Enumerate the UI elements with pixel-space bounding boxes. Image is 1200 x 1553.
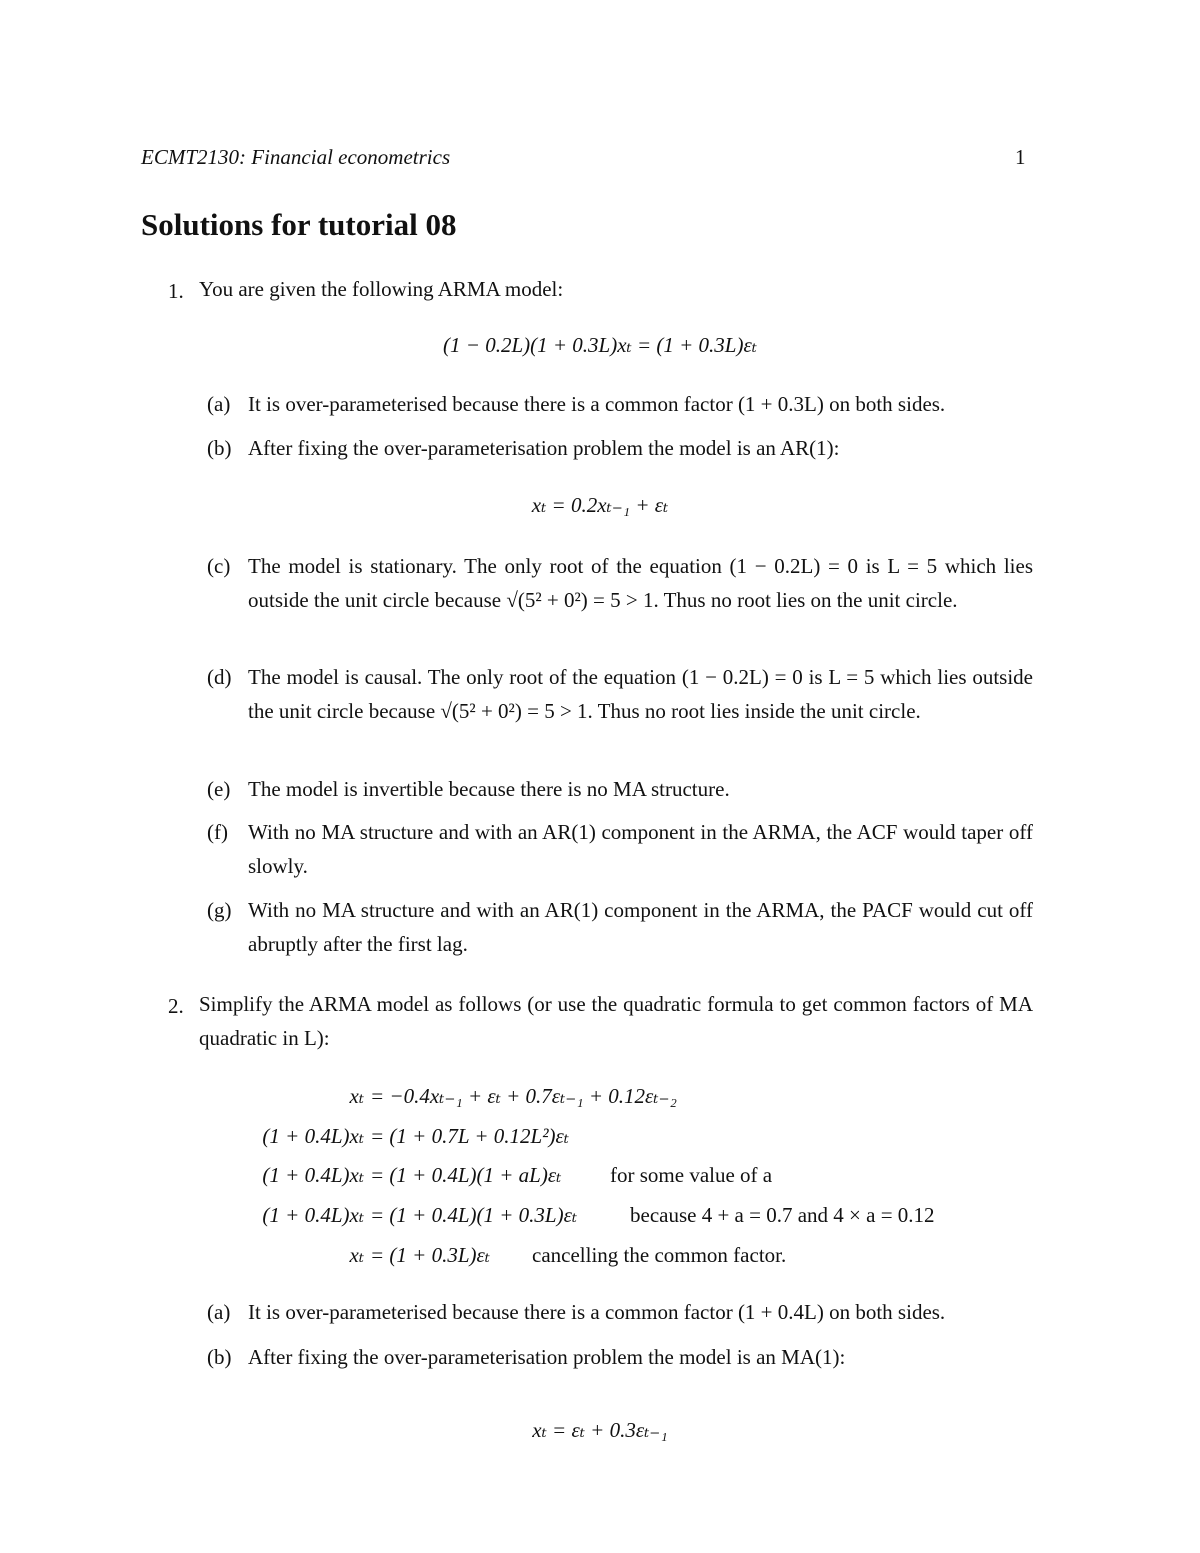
- q1-item-a-label: (a): [207, 392, 231, 416]
- q2-item-a-text: It is over-parameterised because there is a common factor (1 + 0.4L) on both sides.: [248, 1300, 946, 1324]
- q1-item-e-text: The model is invertible because there is no MA structure.: [248, 777, 730, 801]
- question-1-equation: (1 − 0.2L)(1 + 0.3L)xₜ = (1 + 0.3L)εₜ: [443, 333, 757, 357]
- q2-item-b-text: After fixing the over-parameterisation problem the model is an MA(1):: [248, 1345, 846, 1369]
- page-number: 1: [1015, 145, 1026, 169]
- derivation-line-4-lhs: (1 + 0.4L)xₜ: [262, 1203, 364, 1227]
- derivation-line-4-rhs: = (1 + 0.4L)(1 + 0.3L)εₜ: [370, 1203, 578, 1227]
- ma1-equation: xₜ = εₜ + 0.3εₜ₋₁: [532, 1418, 668, 1442]
- q2-item-b-label: (b): [207, 1345, 232, 1369]
- q1-item-g: [207, 893, 1033, 961]
- q2-item-b: [207, 1340, 1033, 1374]
- q1-item-e-label: (e): [207, 777, 231, 801]
- derivation-line-4-note: because 4 + a = 0.7 and 4 × a = 0.12: [630, 1203, 935, 1227]
- q1-item-f-label: (f): [207, 820, 228, 844]
- derivation-line-5-lhs: xₜ: [349, 1243, 364, 1267]
- q1-item-a-text: It is over-parameterised because there is a common factor (1 + 0.3L) on both sides.: [248, 392, 946, 416]
- q1-item-c: [207, 549, 1033, 617]
- derivation-line-5-rhs: = (1 + 0.3L)εₜ: [370, 1243, 490, 1267]
- q1-item-a: [207, 387, 1033, 421]
- q2-item-a: [207, 1295, 1033, 1329]
- question-1-intro: You are given the following ARMA model:: [199, 277, 564, 301]
- question-2-number: 2.: [168, 994, 184, 1018]
- q1-item-f-text: With no MA structure and with an AR(1) component in the ARMA, the ACF would taper off slowly.: [248, 820, 1033, 878]
- derivation-line-2-rhs: = (1 + 0.7L + 0.12L²)εₜ: [370, 1124, 569, 1148]
- page-title: Solutions for tutorial 08: [141, 207, 457, 242]
- question-1-number: 1.: [168, 279, 184, 303]
- q1-item-d: [207, 660, 1033, 728]
- derivation-line-2-lhs: (1 + 0.4L)xₜ: [262, 1124, 364, 1148]
- derivation-line-3-lhs: (1 + 0.4L)xₜ: [262, 1163, 364, 1187]
- derivation-line-1-lhs: xₜ: [349, 1084, 364, 1108]
- derivation-line-5-note: cancelling the common factor.: [532, 1243, 787, 1267]
- q1-item-e: [207, 772, 1033, 806]
- ar1-equation: xₜ = 0.2xₜ₋₁ + εₜ: [531, 493, 669, 517]
- q1-item-d-text: The model is causal. The only root of the equation (1 − 0.2L) = 0 is L = 5 which lies outside the unit circle because √(5² + 0²) = 5 > 1. Thus no root lies inside the unit circle.: [248, 665, 1033, 723]
- q1-item-b-label: (b): [207, 436, 232, 460]
- q2-item-a-label: (a): [207, 1300, 231, 1324]
- q1-item-b-text: After fixing the over-parameterisation problem the model is an AR(1):: [248, 436, 840, 460]
- q1-item-c-label: (c): [207, 554, 231, 578]
- q1-item-b: [207, 431, 1033, 465]
- derivation-line-3-rhs: = (1 + 0.4L)(1 + aL)εₜ: [370, 1163, 562, 1187]
- derivation-line-1-rhs: = −0.4xₜ₋₁ + εₜ + 0.7εₜ₋₁ + 0.12εₜ₋₂: [370, 1084, 677, 1108]
- question-2-intro: Simplify the ARMA model as follows (or use the quadratic formula to get common factors of MA quadratic in L):: [199, 992, 1033, 1050]
- q1-item-d-label: (d): [207, 665, 232, 689]
- q1-item-c-text: The model is stationary. The only root of the equation (1 − 0.2L) = 0 is L = 5 which lies outside the unit circle because √(5² + 0²) = 5 > 1. Thus no root lies on the unit circle.: [248, 554, 1033, 612]
- q1-item-g-text: With no MA structure and with an AR(1) component in the ARMA, the PACF would cut off abruptly after the first lag.: [248, 898, 1033, 956]
- q1-item-f: [207, 815, 1033, 883]
- running-header-course: ECMT2130: Financial econometrics: [141, 145, 451, 169]
- derivation-line-3-note: for some value of a: [610, 1163, 773, 1187]
- q1-item-g-label: (g): [207, 898, 232, 922]
